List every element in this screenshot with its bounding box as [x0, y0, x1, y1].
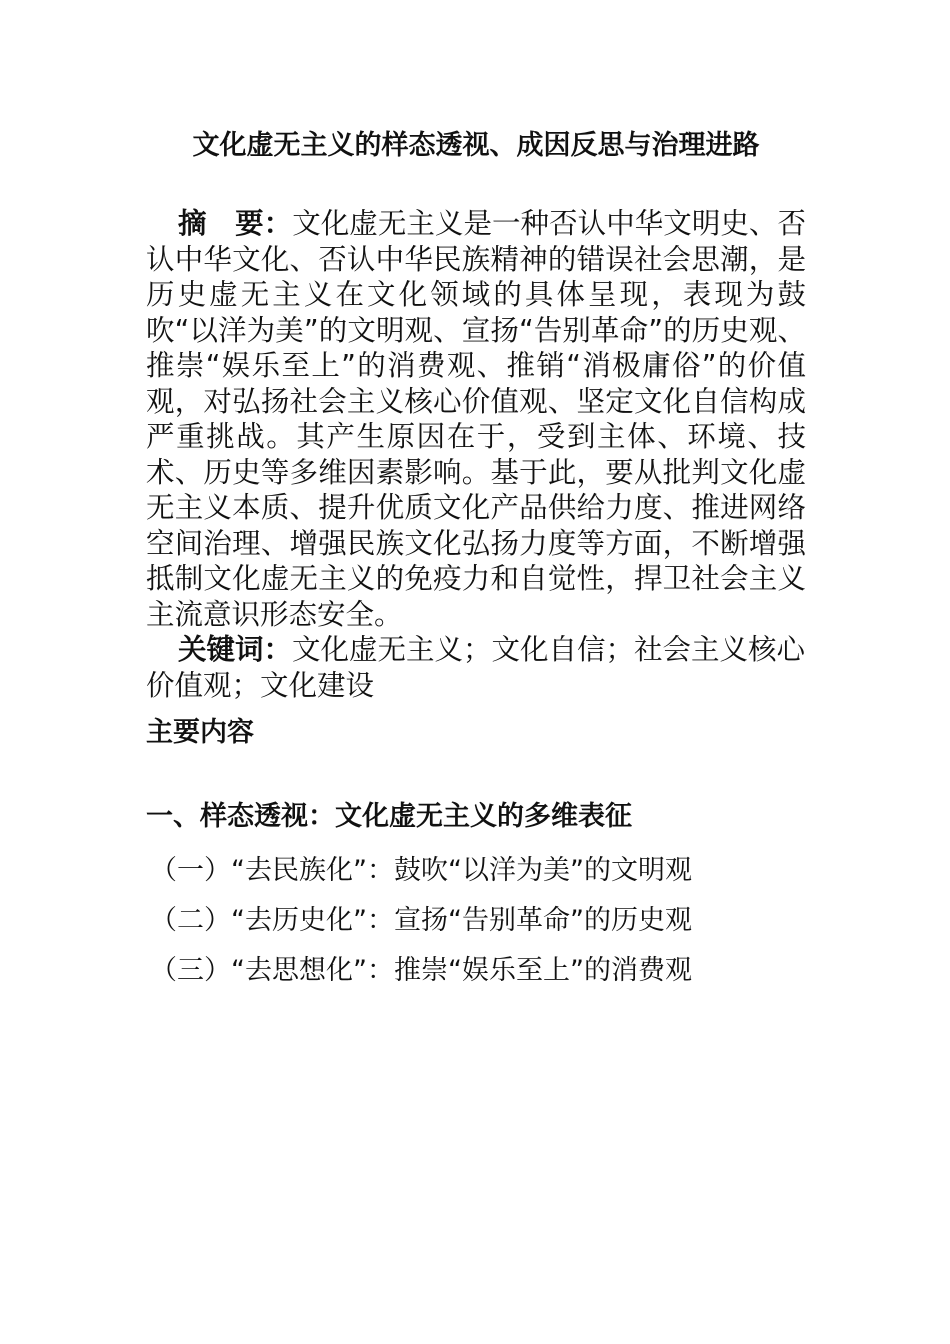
main-content-heading: 主要内容: [146, 717, 254, 748]
document-title: 文化虚无主义的样态透视、成因反思与治理进路: [192, 130, 760, 161]
keywords-text: 文化虚无主义；文化自信；社会主义核心价值观；文化建设: [146, 633, 806, 702]
abstract-label: 摘 要：: [178, 207, 293, 240]
abstract-text: 文化虚无主义是一种否认中华文明史、否认中华文化、否认中华民族精神的错误社会思潮，是历史虚无主义在文化领域的具体呈现，表现为鼓吹“以洋为美”的文明观、宣扬“告别革命”的历史观、推崇“娱乐至上”的消费观、推销“消极庸俗”的价值观，对弘扬社会主义核心价值观、坚定文化自信构成严重挑战。其产生原因在于，受到主体、环境、技术、历史等多维因素影响。基于此，要从批判文化虚无主义本质、提升优质文化产品供给力度、推进网络空间治理、增强民族文化弘扬力度等方面，不断增强抵制文化虚无主义的免疫力和自觉性，捍卫社会主义主流意识形态安全。: [146, 207, 806, 631]
abstract-paragraph: [146, 206, 806, 632]
subsection-item: （一）“去民族化”：鼓吹“以洋为美”的文明观: [150, 855, 692, 886]
subsection-item: （二）“去历史化”：宣扬“告别革命”的历史观: [150, 905, 692, 936]
subsection-item: （三）“去思想化”：推崇“娱乐至上”的消费观: [150, 955, 692, 986]
keywords-paragraph: [146, 632, 806, 703]
section-heading: 一、样态透视：文化虚无主义的多维表征: [146, 801, 632, 832]
subsection-list: [150, 846, 692, 996]
keywords-label: 关键词：: [178, 633, 293, 666]
